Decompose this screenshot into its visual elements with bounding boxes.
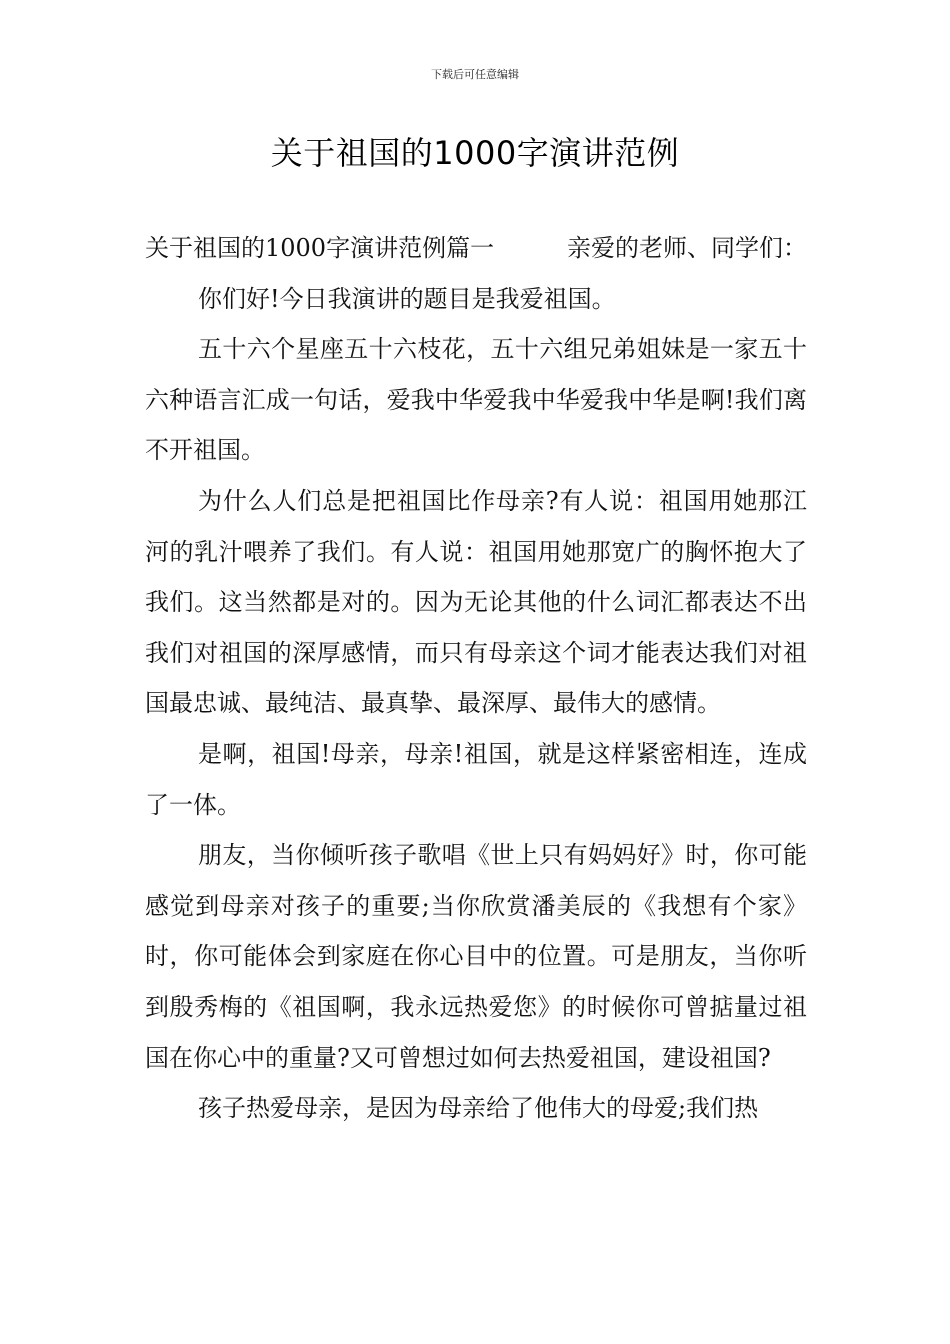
paragraph: 你们好!今日我演讲的题目是我爱祖国。	[198, 284, 616, 313]
salutation: 亲爱的老师、同学们：	[567, 234, 807, 262]
paragraph: 朋友，当你倾听孩子歌唱《世上只有妈妈好》时，你可能感觉到母亲对孩子的重要;当你欣赏潘美辰的《我想有个家》时，你可能体会到家庭在你心目中的位置。可是朋友，当你听到殷秀梅的《祖国啊，我永远热爱您》的时候你可曾掂量过祖国在你心中的重量?又可曾想过如何去热爱祖国，建设祖国?	[145, 841, 807, 1072]
paragraph: 是啊，祖国!母亲，母亲!祖国，就是这样紧密相连，连成了一体。	[145, 739, 807, 819]
section-label: 关于祖国的1000字演讲范例篇一	[145, 234, 495, 262]
document-body	[145, 223, 807, 1134]
paragraph: 五十六个星座五十六枝花，五十六组兄弟姐妹是一家五十六种语言汇成一句话，爱我中华爱我中华爱我中华是啊!我们离不开祖国。	[145, 335, 807, 465]
intro-line	[145, 223, 807, 274]
header-note: 下载后可任意编辑	[431, 68, 519, 81]
paragraph: 孩子热爱母亲，是因为母亲给了他伟大的母爱;我们热	[198, 1094, 759, 1123]
page-title: 关于祖国的1000字演讲范例	[270, 134, 680, 172]
paragraph: 为什么人们总是把祖国比作母亲?有人说：祖国用她那江河的乳汁喂养了我们。有人说：祖国用她那宽广的胸怀抱大了我们。这当然都是对的。因为无论其他的什么词汇都表达不出我们对祖国的深厚感情，而只有母亲这个词才能表达我们对祖国最忠诚、最纯洁、最真挚、最深厚、最伟大的感情。	[145, 486, 807, 718]
